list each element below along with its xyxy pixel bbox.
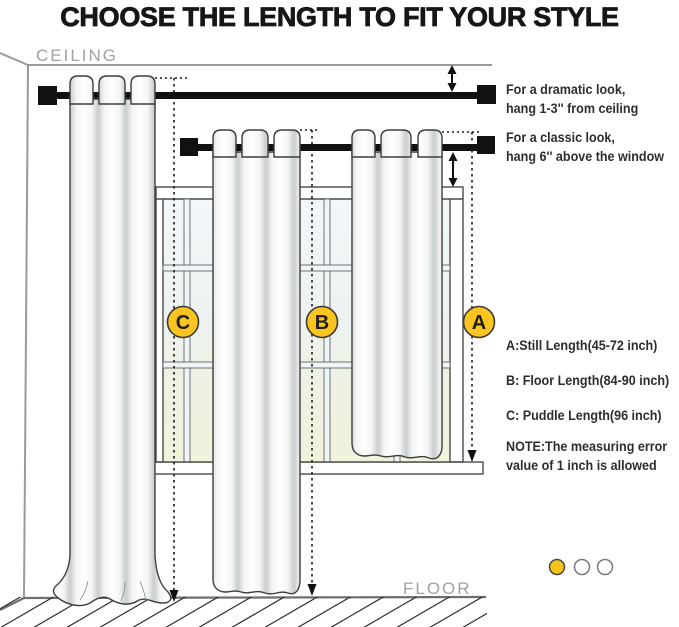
window-sill [148, 462, 483, 474]
ceiling-label: CEILING [36, 46, 119, 65]
floor-label: FLOOR [403, 579, 472, 598]
length-b-label: B: Floor Length(84-90 inch) [506, 373, 670, 388]
annotation-dramatic [506, 80, 638, 118]
badge-c-letter: C [175, 312, 191, 334]
curtain-puddle-length [54, 76, 171, 606]
carousel-dot-2[interactable] [575, 560, 590, 575]
annotation-classic-line1: For a classic look, [506, 130, 615, 145]
carousel-indicator [550, 560, 613, 575]
annotation-dramatic-line1: For a dramatic look, [506, 82, 626, 97]
annotation-dramatic-line2: hang 1-3'' from ceiling [506, 101, 639, 116]
badge-b-letter: B [314, 312, 330, 334]
carousel-dot-1[interactable] [550, 560, 565, 575]
annotation-classic [506, 128, 664, 166]
annotation-classic-line2: hang 6'' above the window [506, 149, 665, 164]
length-a-label: A:Still Length(45-72 inch) [506, 338, 658, 353]
curtain-sill-length [352, 130, 442, 459]
note-line2: value of 1 inch is allowed [506, 458, 657, 473]
page-title: CHOOSE THE LENGTH TO FIT YOUR STYLE [60, 2, 619, 32]
carousel-dot-3[interactable] [598, 560, 613, 575]
length-c-label: C: Puddle Length(96 inch) [506, 408, 662, 423]
badge-a-letter: A [471, 312, 487, 334]
curtain-floor-length [213, 130, 300, 594]
note-line1: NOTE:The measuring error [506, 439, 668, 454]
measuring-note [506, 437, 667, 475]
